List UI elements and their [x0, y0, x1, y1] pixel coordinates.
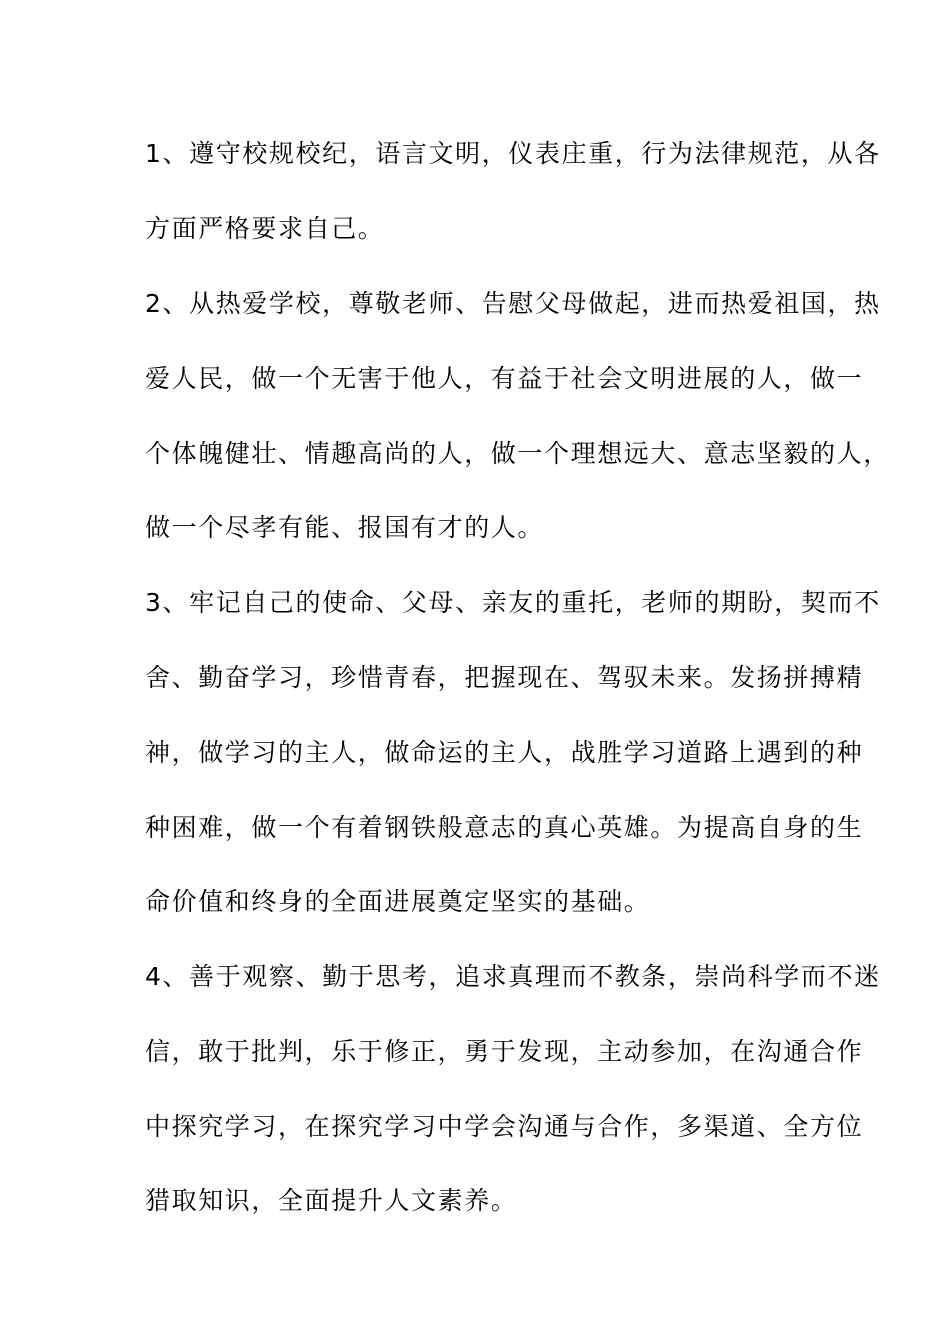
text-line: 舍、勤奋学习，珍惜青春，把握现在、驾驭未来。发扬拼搏精 [145, 663, 864, 692]
text-line: 命价值和终身的全面进展奠定坚实的基础。 [145, 887, 651, 916]
text-line: 做一个尽孝有能、报国有才的人。 [145, 513, 545, 542]
text-line: 1、遵守校规校纪，语言文明，仪表庄重，行为法律规范，从各 [145, 139, 881, 168]
text-line: 2、从热爱学校，尊敬老师、告慰父母做起，进而热爱祖国，热 [145, 289, 881, 318]
text-line: 4、善于观察、勤于思考，追求真理而不教条，崇尚科学而不迷 [145, 962, 881, 991]
text-line: 中探究学习，在探究学习中学会沟通与合作，多渠道、全方位 [145, 1112, 864, 1141]
text-line: 种困难，做一个有着钢铁般意志的真心英雄。为提高自身的生 [145, 813, 864, 842]
text-line: 猎取知识，全面提升人文素养。 [145, 1186, 518, 1215]
text-line: 爱人民，做一个无害于他人，有益于社会文明进展的人，做一 [145, 364, 864, 393]
text-line: 个体魄健壮、情趣高尚的人，做一个理想远大、意志坚毅的人， [145, 439, 890, 468]
text-line: 方面严格要求自己。 [145, 214, 385, 243]
text-line: 信，敢于批判，乐于修正，勇于发现，主动参加，在沟通合作 [145, 1037, 864, 1066]
text-line: 3、牢记自己的使命、父母、亲友的重托，老师的期盼，契而不 [145, 588, 881, 617]
text-line: 神，做学习的主人，做命运的主人，战胜学习道路上遇到的种 [145, 738, 864, 767]
